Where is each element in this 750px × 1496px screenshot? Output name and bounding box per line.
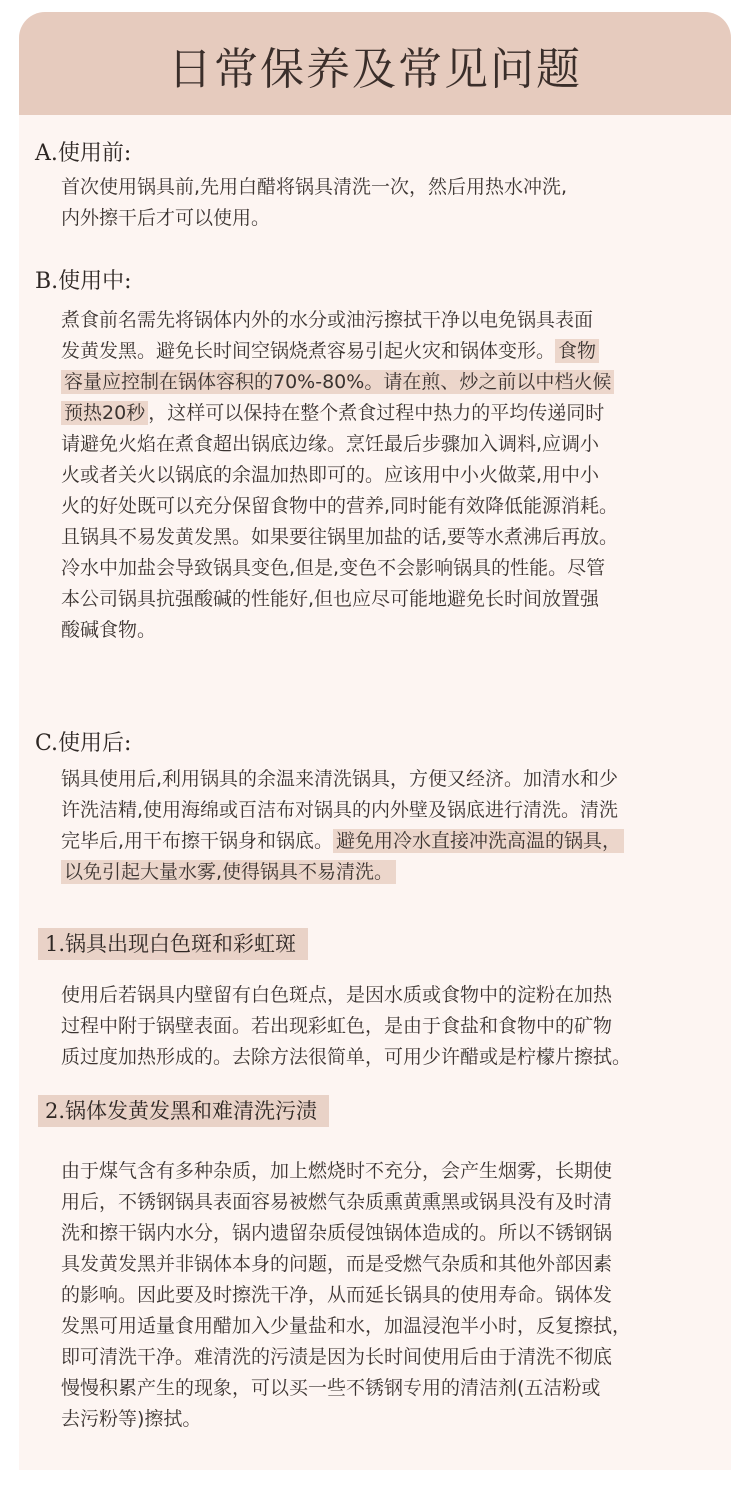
highlight-text: 以免引起大量水雾,使得锅具不易清洗。 <box>61 860 396 884</box>
problem-2-line: 发黑可用适量食用醋加入少量盐和水，加温浸泡半小时，反复擦拭， <box>61 1315 632 1337</box>
section-b-line: 本公司锅具抗强酸碱的性能好,但也应尽可能地避免长时间放置强 <box>61 588 600 610</box>
section-b-heading: B.使用中: <box>35 269 132 294</box>
section-c-line-text: 完毕后,用干布擦干锅身和锅底。 <box>61 830 334 852</box>
problem-2-line: 的影响。因此要及时擦洗干净，从而延长锅具的使用寿命。锅体发 <box>61 1284 613 1306</box>
page-title: 日常保养及常见问题 <box>168 43 582 95</box>
section-b-line <box>61 398 731 429</box>
problem-2-line: 慢慢积累产生的现象，可以买一些不锈钢专用的清洁剂(五洁粉或 <box>61 1377 601 1399</box>
problem-2-line: 洗和擦干锅内水分，锅内遗留杂质侵蚀锅体造成的。所以不锈钢锅 <box>61 1222 613 1244</box>
section-b-line-text: 发黄发黑。避免长时间空锅烧煮容易引起火灾和锅体变形。 <box>61 340 556 362</box>
highlight-text: 容量应控制在锅体容积的70%-80%。请在煎、炒之前以中档火候 <box>61 370 614 394</box>
section-a-line: 内外擦干后才可以使用。 <box>61 207 271 229</box>
section-b-line: 请避免火焰在煮食超出锅底边缘。烹饪最后步骤加入调料,应调小 <box>61 433 600 455</box>
problem-2-line: 用后，不锈钢锅具表面容易被燃气杂质熏黄熏黑或锅具没有及时清 <box>61 1191 613 1213</box>
problem-2-line: 即可清洗干净。难清洗的污渍是因为长时间使用后由于清洗不彻底 <box>61 1346 613 1368</box>
problem-2-title: 2.锅体发黄发黑和难清洗污渍 <box>38 1095 329 1127</box>
section-a-heading: A.使用前: <box>35 141 132 166</box>
problem-1-line: 质过度加热形成的。去除方法很简单，可用少许醋或是柠檬片擦拭。 <box>61 1046 632 1068</box>
section-b-line: 火或者关火以锅底的余温加热即可的。应该用中小火做菜,用中小 <box>61 464 600 486</box>
title-banner <box>19 12 731 115</box>
problem-1-text <box>61 980 731 1073</box>
section-c-line <box>61 857 731 888</box>
highlight-text: 预热20秒 <box>61 401 148 425</box>
section-b-line: 酸碱食物。 <box>61 619 157 641</box>
problem-1-line: 过程中附于锅壁表面。若出现彩虹色，是由于食盐和食物中的矿物 <box>61 1015 613 1037</box>
section-b-line: 煮食前名需先将锅体内外的水分或油污擦拭干净以电免锅具表面 <box>61 309 594 331</box>
problem-2-line: 具发黄发黑并非锅体本身的问题，而是受燃气杂质和其他外部因素 <box>61 1253 613 1275</box>
section-b-text <box>61 305 731 646</box>
problem-2-line: 由于煤气含有多种杂质，加上燃烧时不充分，会产生烟雾，长期使 <box>61 1160 613 1182</box>
highlight-text: 食物 <box>555 339 599 363</box>
problem-1-title: 1.锅具出现白色斑和彩虹斑 <box>38 928 308 960</box>
section-c-text <box>61 764 731 888</box>
section-a-text <box>61 172 731 234</box>
section-b-line: 火的好处既可以充分保留食物中的营养,同时能有效降低能源消耗。 <box>61 495 619 517</box>
section-c-heading: C.使用后: <box>35 731 132 756</box>
problem-1-line: 使用后若锅具内壁留有白色斑点，是因水质或食物中的淀粉在加热 <box>61 984 613 1006</box>
problem-2-line: 去污粉等)擦拭。 <box>61 1408 202 1430</box>
section-b-line: 冷水中加盐会导致锅具变色,但是,变色不会影响锅具的性能。尽管 <box>61 557 606 579</box>
problem-2-text <box>61 1156 731 1435</box>
section-b-line: 且锅具不易发黄发黑。如果要往锅里加盐的话,要等水煮沸后再放。 <box>61 526 619 548</box>
section-b-line <box>61 367 731 398</box>
care-card <box>19 12 731 1470</box>
section-c-line: 锅具使用后,利用锅具的余温来清洗锅具，方便又经济。加清水和少 <box>61 768 619 790</box>
section-b-line-text: ，这样可以保持在整个煮食过程中热力的平均传递同时 <box>148 402 605 424</box>
section-c-line <box>61 826 731 857</box>
section-b-line <box>61 336 731 367</box>
section-c-line: 许洗洁精,使用海绵或百洁布对锅具的内外壁及锅底进行清洗。清洗 <box>61 799 619 821</box>
highlight-text: 避免用冷水直接冲洗高温的锅具， <box>333 829 624 853</box>
section-a-line: 首次使用锅具前,先用白醋将锅具清洗一次，然后用热水冲洗, <box>61 176 568 198</box>
